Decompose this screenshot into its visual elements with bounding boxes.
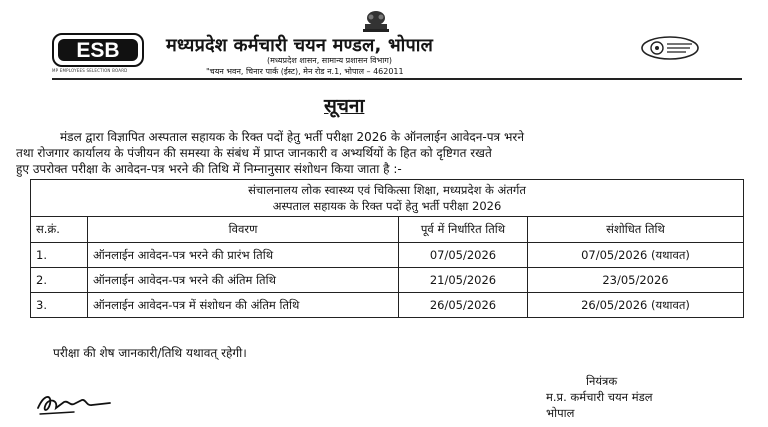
row-revised-date: 23/05/2026 [528, 268, 744, 293]
table-header-row [31, 217, 744, 243]
row-serial: 3. [31, 293, 88, 318]
row-serial: 1. [31, 243, 88, 268]
row-serial: 2. [31, 268, 88, 293]
ashoka-emblem-icon [358, 10, 394, 34]
table-caption [31, 180, 744, 217]
closing-text: परीक्षा की शेष जानकारी/तिथि यथावत् रहेगी। [53, 346, 247, 360]
row-description: ऑनलाईन आवेदन-पत्र में संशोधन की अंतिम तिथि [88, 293, 399, 318]
row-description: ऑनलाईन आवेदन-पत्र भरने की अंतिम तिथि [88, 268, 399, 293]
notice-paragraph-line-3: हुए उपरोक्त परीक्षा के आवेदन-पत्र भरने की तिथि में निम्नानुसार संशोधन किया जाता है :- [16, 162, 402, 176]
table-row [31, 293, 744, 318]
column-header-description: विवरण [88, 217, 399, 243]
board-seal-icon [640, 35, 700, 61]
header-title: मध्यप्रदेश कर्मचारी चयन मण्डल, भोपाल [166, 35, 434, 56]
esb-logo [52, 33, 144, 67]
signatory-city: भोपाल [546, 406, 575, 420]
header-divider [52, 78, 742, 80]
notice-title: सूचना [324, 95, 365, 117]
esb-logo-subtext: MP EMPLOYEES SELECTION BOARD [52, 68, 128, 73]
column-header-original-date: पूर्व में निर्धारित तिथि [399, 217, 528, 243]
notice-paragraph-line-1: मंडल द्वारा विज्ञापित अस्पताल सहायक के रिक्त पदों हेतु भर्ती परीक्षा 2026 के ऑनलाईन आवेदन-पत्र भरने [60, 130, 524, 144]
row-revised-date: 26/05/2026 (यथावत) [528, 293, 744, 318]
table-caption-line-1: संचालनालय लोक स्वास्थ्य एवं चिकित्सा शिक्षा, मध्यप्रदेश के अंतर्गत [248, 183, 526, 197]
table-row [31, 243, 744, 268]
table-caption-line-2: अस्पताल सहायक के रिक्त पदों हेतु भर्ती परीक्षा 2026 [272, 199, 502, 213]
row-revised-date: 07/05/2026 (यथावत) [528, 243, 744, 268]
signatory-organization: म.प्र. कर्मचारी चयन मंडल [546, 390, 653, 404]
table-row [31, 268, 744, 293]
esb-logo-text: ESB [76, 39, 120, 62]
row-original-date: 07/05/2026 [399, 243, 528, 268]
row-description: ऑनलाईन आवेदन-पत्र भरने की प्रारंभ तिथि [88, 243, 399, 268]
header-subtitle: (मध्यप्रदेश शासन, सामान्य प्रशासन विभाग) [267, 56, 392, 65]
signature-mark [34, 388, 116, 418]
revised-dates-table [30, 179, 744, 318]
row-original-date: 21/05/2026 [399, 268, 528, 293]
notice-paragraph-line-2: तथा रोजगार कार्यालय के पंजीयन की समस्या के संबंध में प्राप्त जानकारी व अभ्यर्थियों के हित को दृष्टिगत रखते [16, 146, 492, 160]
column-header-serial: स.क्रं. [31, 217, 88, 243]
signatory-designation: नियंत्रक [586, 374, 618, 388]
row-original-date: 26/05/2026 [399, 293, 528, 318]
header-address: "चयन भवन, चिनार पार्क (ईस्ट), मेन रोड न.1, भोपाल – 462011 [206, 67, 404, 76]
column-header-revised-date: संशोधित तिथि [528, 217, 744, 243]
